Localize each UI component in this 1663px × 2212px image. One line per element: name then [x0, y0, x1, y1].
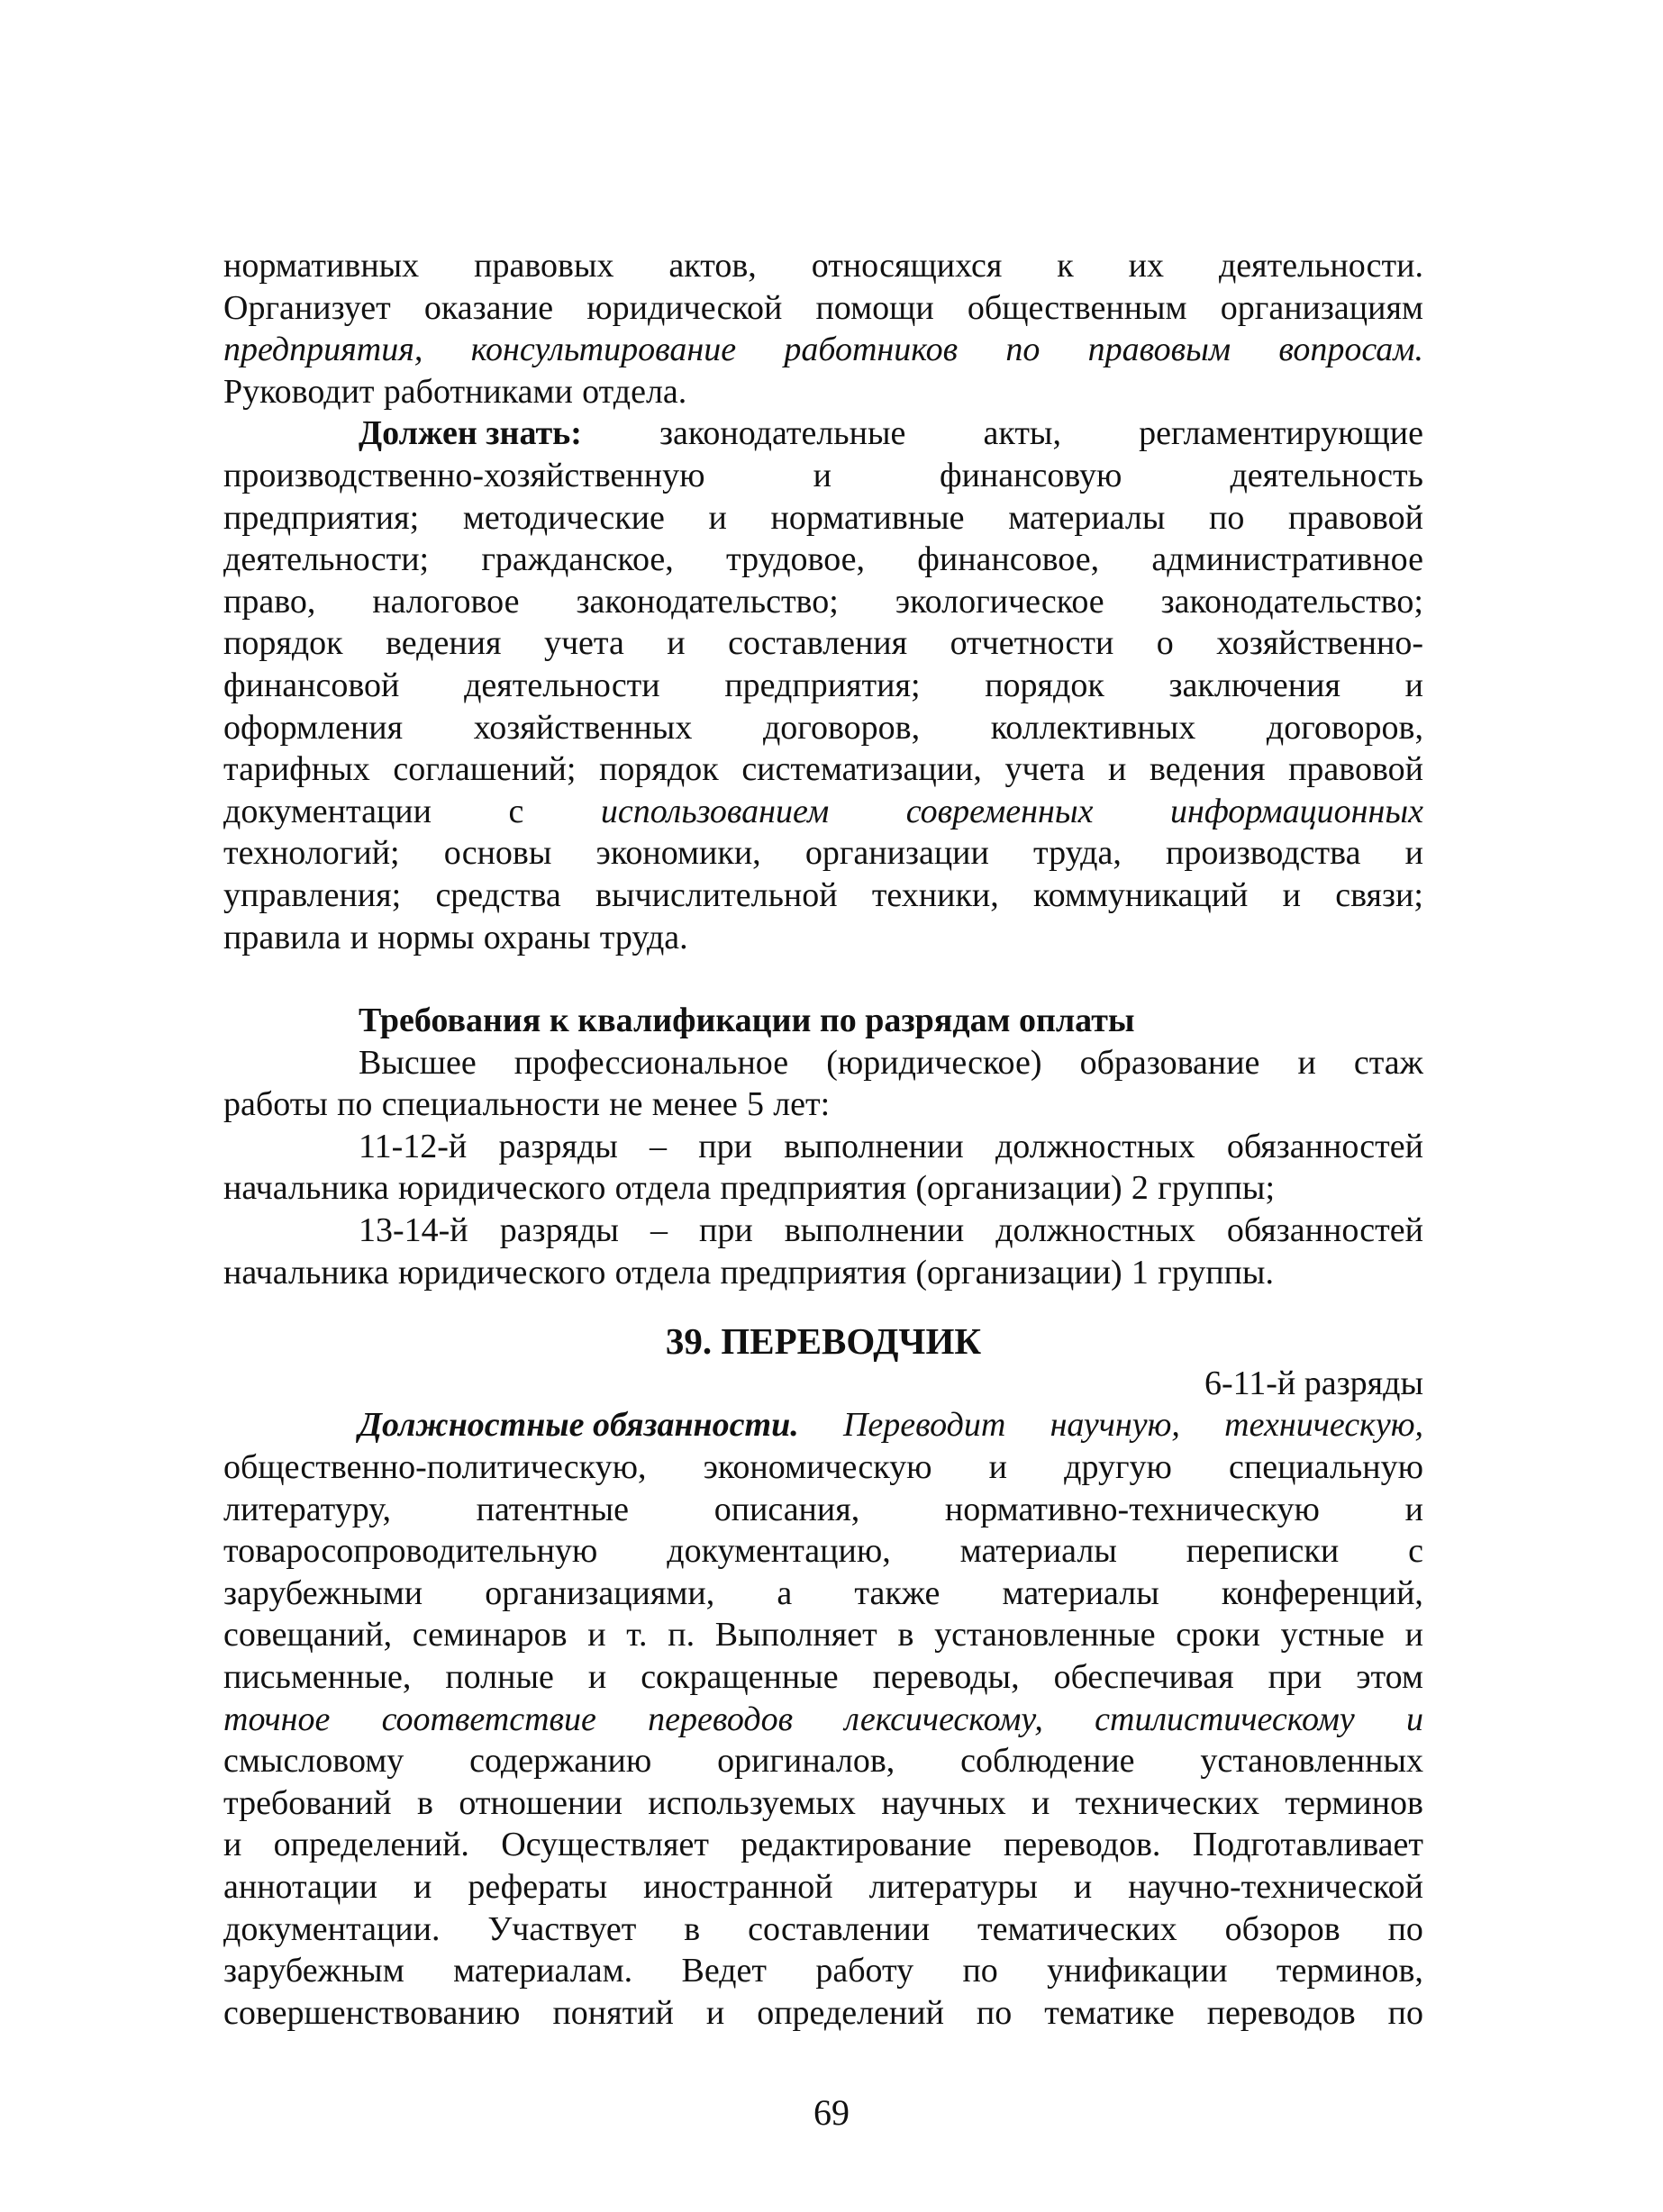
- word: используемых: [648, 1783, 856, 1822]
- word: разряды: [498, 1127, 618, 1165]
- word: правовой: [1288, 498, 1423, 537]
- duties-label: Должностные обязанности.: [359, 1406, 799, 1445]
- word: нормативно-техническую: [944, 1490, 1320, 1528]
- word: при: [698, 1211, 753, 1250]
- word: и: [223, 1826, 242, 1864]
- word: отчетности: [950, 624, 1114, 663]
- word: труда,: [1033, 834, 1122, 873]
- word: экономики,: [595, 834, 761, 873]
- word: лексическому,: [844, 1700, 1043, 1738]
- word: порядок: [599, 750, 719, 789]
- word: зарубежным: [223, 1952, 404, 1990]
- word: и: [413, 1867, 432, 1906]
- word: финансовое,: [917, 540, 1100, 579]
- text-line: [223, 1042, 1423, 1084]
- word: установленных: [1200, 1742, 1423, 1781]
- word: вопросам.: [1278, 331, 1423, 369]
- word: должностных: [995, 1211, 1195, 1250]
- word: помощи: [815, 288, 934, 327]
- word: юридической: [586, 288, 783, 327]
- text-line: [223, 1489, 1423, 1531]
- word: ведения: [1150, 750, 1266, 789]
- word: производства: [1166, 834, 1361, 873]
- word: экологическое: [895, 582, 1104, 621]
- text-line: [223, 1824, 1423, 1866]
- word: конференций,: [1221, 1573, 1423, 1612]
- word: законодательство;: [1160, 582, 1423, 621]
- word: и: [1108, 750, 1127, 789]
- word: определений: [757, 1993, 944, 2032]
- word: 13-14-й: [359, 1211, 468, 1250]
- word: предприятия: [720, 1253, 907, 1292]
- text-line: [223, 1530, 1423, 1573]
- text-line: [223, 622, 1423, 665]
- word: организациям: [1220, 288, 1423, 327]
- word: унификации: [1047, 1952, 1228, 1990]
- word: и: [587, 1616, 606, 1654]
- word: к: [1057, 247, 1074, 285]
- word: экономическую: [703, 1448, 932, 1487]
- word: по: [976, 1993, 1013, 2032]
- word: деятельности.: [1218, 247, 1423, 285]
- word: заключения: [1168, 666, 1340, 704]
- translator-title: [223, 1320, 1423, 1363]
- word: устные: [1280, 1616, 1385, 1654]
- word: терминов,: [1276, 1952, 1423, 1990]
- text-line: [223, 245, 1423, 287]
- word: техники,: [871, 875, 999, 914]
- word: тарифных: [223, 750, 370, 789]
- word: труда.: [599, 918, 688, 956]
- text-line: [223, 1950, 1423, 1992]
- word: вычислительной: [595, 875, 838, 914]
- word: понятий: [552, 1993, 674, 2032]
- text-line: [223, 1252, 1423, 1294]
- word: работниками: [383, 372, 573, 411]
- word: Организует: [223, 288, 391, 327]
- word: этом: [1356, 1658, 1423, 1696]
- word: Руководит: [223, 372, 375, 411]
- word: акты,: [983, 414, 1061, 453]
- word: документацию,: [667, 1532, 891, 1571]
- must-know-label: Должен знать:: [359, 414, 582, 453]
- word: оригиналов,: [717, 1742, 895, 1781]
- text-line: [223, 497, 1423, 539]
- text-line: [223, 287, 1423, 330]
- spacer: [223, 958, 1423, 1000]
- word: по: [1209, 498, 1245, 537]
- word: ведения: [386, 624, 502, 663]
- word: сокращенные: [641, 1658, 839, 1696]
- word: технических: [1075, 1783, 1259, 1822]
- text-line: [223, 1210, 1423, 1252]
- word: коллективных: [990, 708, 1196, 747]
- word: научных: [881, 1783, 1006, 1822]
- text-line: [223, 665, 1423, 707]
- word: терминов: [1285, 1783, 1423, 1822]
- page-number: 69: [813, 2092, 850, 2133]
- word: тематических: [977, 1909, 1177, 1948]
- word: основы: [443, 834, 552, 873]
- text-line: [223, 1656, 1423, 1699]
- word: аннотации: [223, 1867, 377, 1906]
- word: общественно-политическую,: [223, 1448, 647, 1487]
- word: правила: [223, 918, 341, 956]
- word: 5: [746, 1085, 764, 1124]
- word: по: [1005, 331, 1041, 369]
- word: и: [667, 624, 686, 663]
- word: специальности: [381, 1085, 601, 1124]
- text-line: [223, 412, 1423, 455]
- word: гражданское,: [481, 540, 674, 579]
- word: при: [698, 1127, 752, 1165]
- word: материалы: [959, 1532, 1117, 1571]
- qualification-paragraphs: [223, 1042, 1423, 1294]
- word: и: [708, 498, 727, 537]
- word: переводов: [648, 1700, 794, 1738]
- text-line: [223, 1573, 1423, 1615]
- translator-duties-paragraph: [223, 1404, 1423, 2034]
- word: с: [1408, 1532, 1423, 1571]
- text-line: [223, 539, 1423, 581]
- word: правовым: [1087, 331, 1231, 369]
- word: определений.: [273, 1826, 469, 1864]
- page-text: [223, 245, 1423, 2034]
- word: соответствие: [381, 1700, 596, 1738]
- word: менее: [651, 1085, 738, 1124]
- word: переводов.: [1003, 1826, 1161, 1864]
- word: и: [813, 456, 832, 494]
- word: общественным: [967, 288, 1187, 327]
- word: управления;: [223, 875, 402, 914]
- word: составлении: [748, 1909, 931, 1948]
- text-line: [223, 1404, 1423, 1446]
- word: научно-технической: [1128, 1867, 1423, 1906]
- word: о: [1156, 624, 1174, 663]
- word: предприятия: [720, 1169, 907, 1208]
- translator-grades: [223, 1363, 1423, 1405]
- word: обзоров: [1224, 1909, 1340, 1948]
- word: профессиональное: [513, 1043, 789, 1082]
- text-line: [223, 1866, 1423, 1908]
- word: техническую,: [1224, 1406, 1423, 1445]
- text-line: [223, 1167, 1423, 1210]
- word: оказание: [423, 288, 554, 327]
- word: по: [337, 1085, 373, 1124]
- word: договоров,: [1266, 708, 1423, 747]
- text-line: [223, 1992, 1423, 2035]
- word: современных: [905, 792, 1094, 830]
- text-line: [223, 1614, 1423, 1656]
- word: Участвует: [487, 1909, 637, 1948]
- word: установленные: [934, 1616, 1156, 1654]
- word: Осуществляет: [501, 1826, 709, 1864]
- word: т.: [626, 1616, 648, 1654]
- word: в: [897, 1616, 914, 1654]
- word: работу: [815, 1952, 914, 1990]
- text-line: [223, 1446, 1423, 1489]
- word: и: [587, 1658, 607, 1696]
- must-know-paragraph: [223, 412, 1423, 958]
- word: совершенствованию: [223, 1993, 521, 2032]
- word: образование: [1079, 1043, 1260, 1082]
- word: научную,: [1050, 1406, 1180, 1445]
- word: информационных: [1169, 792, 1423, 830]
- word: оформления: [223, 708, 404, 747]
- text-line: [223, 1083, 1423, 1126]
- word: 2: [1131, 1169, 1149, 1208]
- word: Высшее: [359, 1043, 477, 1082]
- word: предприятия,: [223, 331, 423, 369]
- text-line: [223, 581, 1423, 623]
- word: выполнении: [784, 1211, 965, 1250]
- word: сроки: [1176, 1616, 1260, 1654]
- word: и: [988, 1448, 1007, 1487]
- word: организациями,: [485, 1573, 715, 1612]
- word: отдела: [614, 1253, 712, 1292]
- word: материалам.: [453, 1952, 633, 1990]
- text-line: [223, 455, 1423, 497]
- word: смысловому: [223, 1742, 404, 1781]
- word: тематике: [1044, 1993, 1175, 2032]
- word: Подготавливает: [1192, 1826, 1423, 1864]
- word: работы: [223, 1085, 328, 1124]
- word: (организации): [915, 1253, 1122, 1292]
- text-line: [223, 791, 1423, 833]
- word: организации: [804, 834, 989, 873]
- word: материалы: [1008, 498, 1166, 537]
- text-line: [223, 748, 1423, 791]
- word: группы.: [1158, 1253, 1274, 1292]
- word: правовых: [474, 247, 614, 285]
- word: методические: [462, 498, 665, 537]
- word: должностных: [995, 1127, 1195, 1165]
- word: предприятия;: [724, 666, 921, 704]
- word: группы;: [1158, 1169, 1276, 1208]
- text-line: [223, 371, 1423, 413]
- word: (юридическое): [826, 1043, 1042, 1082]
- word: в: [684, 1909, 701, 1948]
- word: и: [1404, 834, 1423, 873]
- word: учета: [543, 624, 624, 663]
- qualification-heading-text: Требования к квалификации по разрядам оплаты: [359, 1002, 1135, 1040]
- text-line: [223, 875, 1423, 917]
- word: а: [777, 1573, 793, 1612]
- word: финансовой: [223, 666, 400, 704]
- text-line: [223, 1908, 1423, 1951]
- word: обеспечивая: [1053, 1658, 1234, 1696]
- word: трудовое,: [726, 540, 866, 579]
- word: юридического: [397, 1169, 606, 1208]
- word: обязанностей: [1226, 1127, 1423, 1165]
- word: и: [1404, 1616, 1423, 1654]
- word: законодательство;: [576, 582, 839, 621]
- word: хозяйственных: [473, 708, 693, 747]
- word: относящихся: [811, 247, 1003, 285]
- word: документации: [223, 792, 432, 830]
- word: Переводит: [842, 1406, 1006, 1445]
- word: переписки: [1186, 1532, 1340, 1571]
- word: не: [609, 1085, 643, 1124]
- word: материалы: [1002, 1573, 1159, 1612]
- word: актов,: [668, 247, 757, 285]
- word: –: [650, 1211, 668, 1250]
- word: юридического: [397, 1253, 606, 1292]
- word: деятельности;: [223, 540, 430, 579]
- word: рефераты: [468, 1867, 608, 1906]
- word: технологий;: [223, 834, 400, 873]
- word: административное: [1151, 540, 1423, 579]
- word: требований: [223, 1783, 392, 1822]
- word: (организации): [915, 1169, 1122, 1208]
- word: регламентирующие: [1139, 414, 1423, 453]
- word: описания,: [713, 1490, 860, 1528]
- word: обязанностей: [1226, 1211, 1423, 1250]
- text-line: [223, 1699, 1423, 1741]
- word: использованием: [600, 792, 830, 830]
- word: и: [1073, 1867, 1093, 1906]
- word: связи;: [1335, 875, 1423, 914]
- word: Выполняет: [714, 1616, 877, 1654]
- word: 11-12-й: [359, 1127, 468, 1165]
- word: деятельности: [464, 666, 660, 704]
- word: –: [650, 1127, 667, 1165]
- word: соглашений;: [393, 750, 577, 789]
- word: стаж: [1353, 1043, 1423, 1082]
- text-line: [223, 832, 1423, 875]
- word: нормы: [377, 918, 475, 956]
- qualification-heading: [223, 1000, 1423, 1042]
- word: точное: [223, 1700, 331, 1738]
- word: их: [1128, 247, 1165, 285]
- word: средства: [435, 875, 561, 914]
- word: выполнении: [784, 1127, 964, 1165]
- word: охраны: [483, 918, 591, 956]
- word: письменные,: [223, 1658, 412, 1696]
- text-line: [223, 917, 1423, 959]
- word: систематизации,: [741, 750, 982, 789]
- word: также: [854, 1573, 941, 1612]
- word: консультирование: [470, 331, 737, 369]
- word: отдела: [614, 1169, 712, 1208]
- word: соблюдение: [960, 1742, 1135, 1781]
- word: и: [1297, 1043, 1316, 1082]
- word: нормативных: [223, 247, 420, 285]
- word: отдела.: [582, 372, 687, 411]
- word: хозяйственно-: [1216, 624, 1423, 663]
- word: деятельность: [1230, 456, 1423, 494]
- word: литературы: [868, 1867, 1038, 1906]
- word: при: [1268, 1658, 1322, 1696]
- word: правовой: [1288, 750, 1423, 789]
- word: другую: [1064, 1448, 1172, 1487]
- word: отношении: [459, 1783, 622, 1822]
- word: с: [508, 792, 524, 830]
- word: и: [1282, 875, 1301, 914]
- word: по: [1387, 1993, 1423, 2032]
- word: порядок: [223, 624, 343, 663]
- word: учета: [1004, 750, 1086, 789]
- word: переводов: [1206, 1993, 1356, 2032]
- word: и: [705, 1993, 725, 2032]
- word: переводы,: [872, 1658, 1020, 1696]
- word: редактирование: [741, 1826, 972, 1864]
- word: предприятия;: [223, 498, 420, 537]
- word: по: [962, 1952, 998, 1990]
- word: специальную: [1229, 1448, 1423, 1487]
- word: и: [1405, 1700, 1423, 1738]
- word: законодательные: [659, 414, 906, 453]
- word: п.: [668, 1616, 695, 1654]
- word: начальника: [223, 1169, 389, 1208]
- word: начальника: [223, 1253, 389, 1292]
- word: содержанию: [469, 1742, 652, 1781]
- word: разряды: [499, 1211, 619, 1250]
- section-continuation: [223, 245, 1423, 412]
- word: в: [417, 1783, 433, 1822]
- text-line: [223, 1126, 1423, 1168]
- text-line: [223, 1782, 1423, 1825]
- word: товаросопроводительную: [223, 1532, 598, 1571]
- word: совещаний,: [223, 1616, 393, 1654]
- translator-title-text: 39. ПЕРЕВОДЧИК: [665, 1320, 982, 1363]
- word: и: [1404, 1490, 1423, 1528]
- word: право,: [223, 582, 316, 621]
- translator-grades-text: 6-11-й разряды: [1204, 1364, 1423, 1402]
- word: договоров,: [762, 708, 921, 747]
- word: 1: [1131, 1253, 1149, 1292]
- word: составления: [728, 624, 908, 663]
- word: налоговое: [372, 582, 520, 621]
- word: и: [350, 918, 368, 956]
- spacer: [223, 1293, 1423, 1320]
- word: и: [1404, 666, 1423, 704]
- word: нормативные: [770, 498, 965, 537]
- word: литературу,: [223, 1490, 391, 1528]
- text-line: [223, 707, 1423, 749]
- word: патентные: [476, 1490, 630, 1528]
- word: производственно-хозяйственную: [223, 456, 705, 494]
- text-line: [223, 1740, 1423, 1782]
- word: работников: [784, 331, 959, 369]
- word: коммуникаций: [1033, 875, 1249, 914]
- word: документации.: [223, 1909, 441, 1948]
- word: иностранной: [643, 1867, 833, 1906]
- text-line: [223, 329, 1423, 371]
- word: лет:: [773, 1085, 831, 1124]
- word: порядок: [985, 666, 1104, 704]
- word: стилистическому: [1095, 1700, 1355, 1738]
- word: семинаров: [412, 1616, 568, 1654]
- word: и: [1031, 1783, 1050, 1822]
- word: полные: [445, 1658, 554, 1696]
- word: Ведет: [681, 1952, 767, 1990]
- word: зарубежными: [223, 1573, 423, 1612]
- word: по: [1387, 1909, 1423, 1948]
- word: финансовую: [939, 456, 1122, 494]
